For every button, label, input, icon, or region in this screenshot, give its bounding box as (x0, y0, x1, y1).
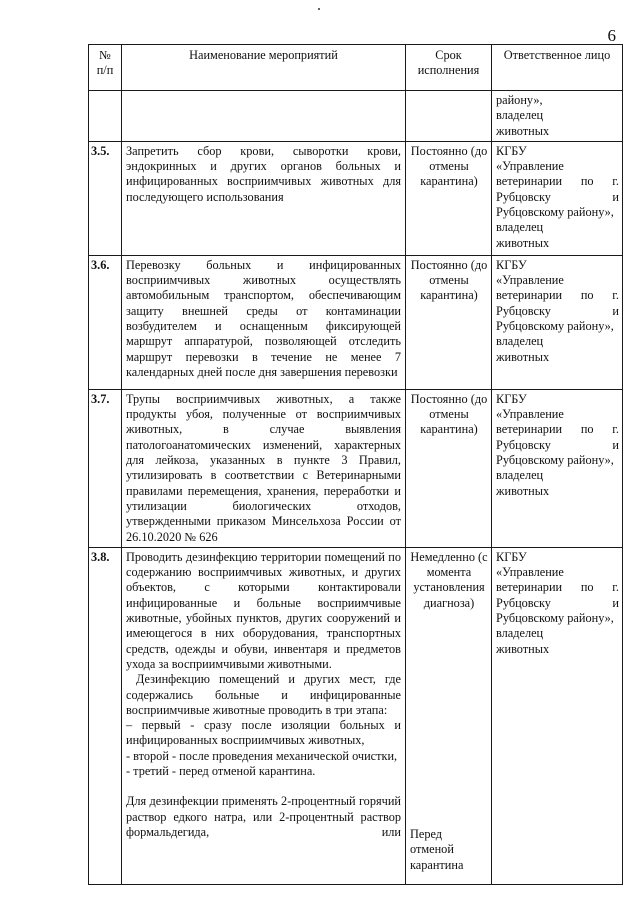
table-row (89, 547, 623, 884)
title-paragraph: – первый - сразу после изоляции больных и инфицированных восприимчивых животных, (126, 718, 401, 748)
row-responsible (492, 141, 623, 255)
row-title: Трупы восприимчивых животных, а также продукты убоя, полученные от восприимчивых животных, в случае выявления патологоанатомических изменений, характерных для лейкоза, указанных в пункте 3 Правил, утилизировать в соответствии с Ветеринарными правилами перемещения, хранения, переработки и утилизации биологических отходов, утвержденными приказом Минсельхоза России от 26.10.2020 № 626 (122, 389, 406, 547)
responsible-line: КГБУ (496, 257, 527, 272)
row-responsible (492, 255, 623, 389)
table-row (89, 389, 623, 547)
responsible-line: животных (496, 349, 550, 364)
deadline-spacer (410, 611, 488, 827)
title-paragraph: - третий - перед отменой карантина. (126, 764, 316, 779)
row-number (89, 91, 122, 142)
row-number: 3.8. (89, 547, 122, 884)
responsible-line: владелец (496, 626, 544, 641)
header-num: № п/п (89, 45, 122, 91)
table-row (89, 141, 623, 255)
responsible-line: животных (496, 641, 550, 656)
responsible-line: владелец (496, 334, 544, 349)
title-paragraph: Проводить дезинфекцию территории помещений по содержанию восприимчивых животных, и других объектов, с которыми контактировали инфицированные и больные восприимчивые животные, убойных пунктов, других сооружений и имеющегося в них оборудования, транспортных средств, одежды и обуви, инвентаря и предметов ухода за восприимчивыми животными. (126, 549, 401, 671)
responsible-line: «Управление ветеринарии по г. Рубцовску и Рубцовскому району», (496, 407, 619, 468)
title-paragraph: Дезинфекцию помещений и других мест, где содержались больные и инфицированные восприимчивые животные проводить в три этапа: (126, 672, 401, 717)
responsible-line: КГБУ (496, 143, 527, 158)
row-number: 3.5. (89, 141, 122, 255)
deadline-text: Немедленно (с момента установления диагноза) (410, 549, 488, 610)
row-title: Перевозку больных и инфицированных восприимчивых животных осуществлять автомобильным транспортом, обеспечивающим защиту внешней среды от контаминации возбудителем и оснащенным фиксирующей маршрут аппаратурой, позволяющей отследить маршрут перевозки в течение не менее 7 календарных дней после дня завершения перевозки (122, 255, 406, 389)
row-deadline: Постоянно (до отмены карантина) (406, 255, 492, 389)
table-row (89, 91, 623, 142)
measures-table (88, 44, 623, 885)
header-name: Наименование мероприятий (122, 45, 406, 91)
responsible-line: владелец (496, 108, 544, 123)
deadline-text: Перед отменой карантина (410, 827, 464, 872)
responsible-line: КГБУ (496, 391, 527, 406)
row-deadline: Постоянно (до отмены карантина) (406, 389, 492, 547)
responsible-line: КГБУ (496, 549, 527, 564)
header-responsible: Ответственное лицо (492, 45, 623, 91)
scan-speck (318, 8, 320, 10)
responsible-line: району», (496, 93, 543, 107)
responsible-line: животных (496, 123, 550, 138)
responsible-line: «Управление ветеринарии по г. Рубцовску и Рубцовскому району», (496, 565, 619, 626)
row-title (122, 91, 406, 142)
responsible-line: владелец (496, 468, 544, 483)
row-responsible (492, 547, 623, 884)
row-number: 3.7. (89, 389, 122, 547)
responsible-line: «Управление ветеринарии по г. Рубцовску и Рубцовскому району», (496, 273, 619, 334)
row-deadline (406, 547, 492, 884)
row-number: 3.6. (89, 255, 122, 389)
row-responsible (492, 389, 623, 547)
title-paragraph: Для дезинфекции применять 2-процентный горячий раствор едкого натра, или 2-процентный раствор формальдегида, или (126, 794, 401, 839)
table-header-row (89, 45, 623, 91)
row-title: Запретить сбор крови, сыворотки крови, эндокринных и других органов больных и инфицированных восприимчивых животных для последующего использования (122, 141, 406, 255)
responsible-line: владелец (496, 220, 544, 235)
header-deadline: Срок исполнения (406, 45, 492, 91)
table-row (89, 255, 623, 389)
row-title (122, 547, 406, 884)
responsible-line: животных (496, 235, 550, 250)
responsible-line: животных (496, 483, 550, 498)
row-deadline (406, 91, 492, 142)
title-paragraph: - второй - после проведения механической очистки, (126, 748, 398, 763)
page-number: 6 (607, 26, 616, 45)
paragraph-gap (126, 779, 401, 794)
row-deadline: Постоянно (до отмены карантина) (406, 141, 492, 255)
responsible-line: «Управление ветеринарии по г. Рубцовску и Рубцовскому району», (496, 159, 619, 220)
row-responsible (492, 91, 623, 142)
